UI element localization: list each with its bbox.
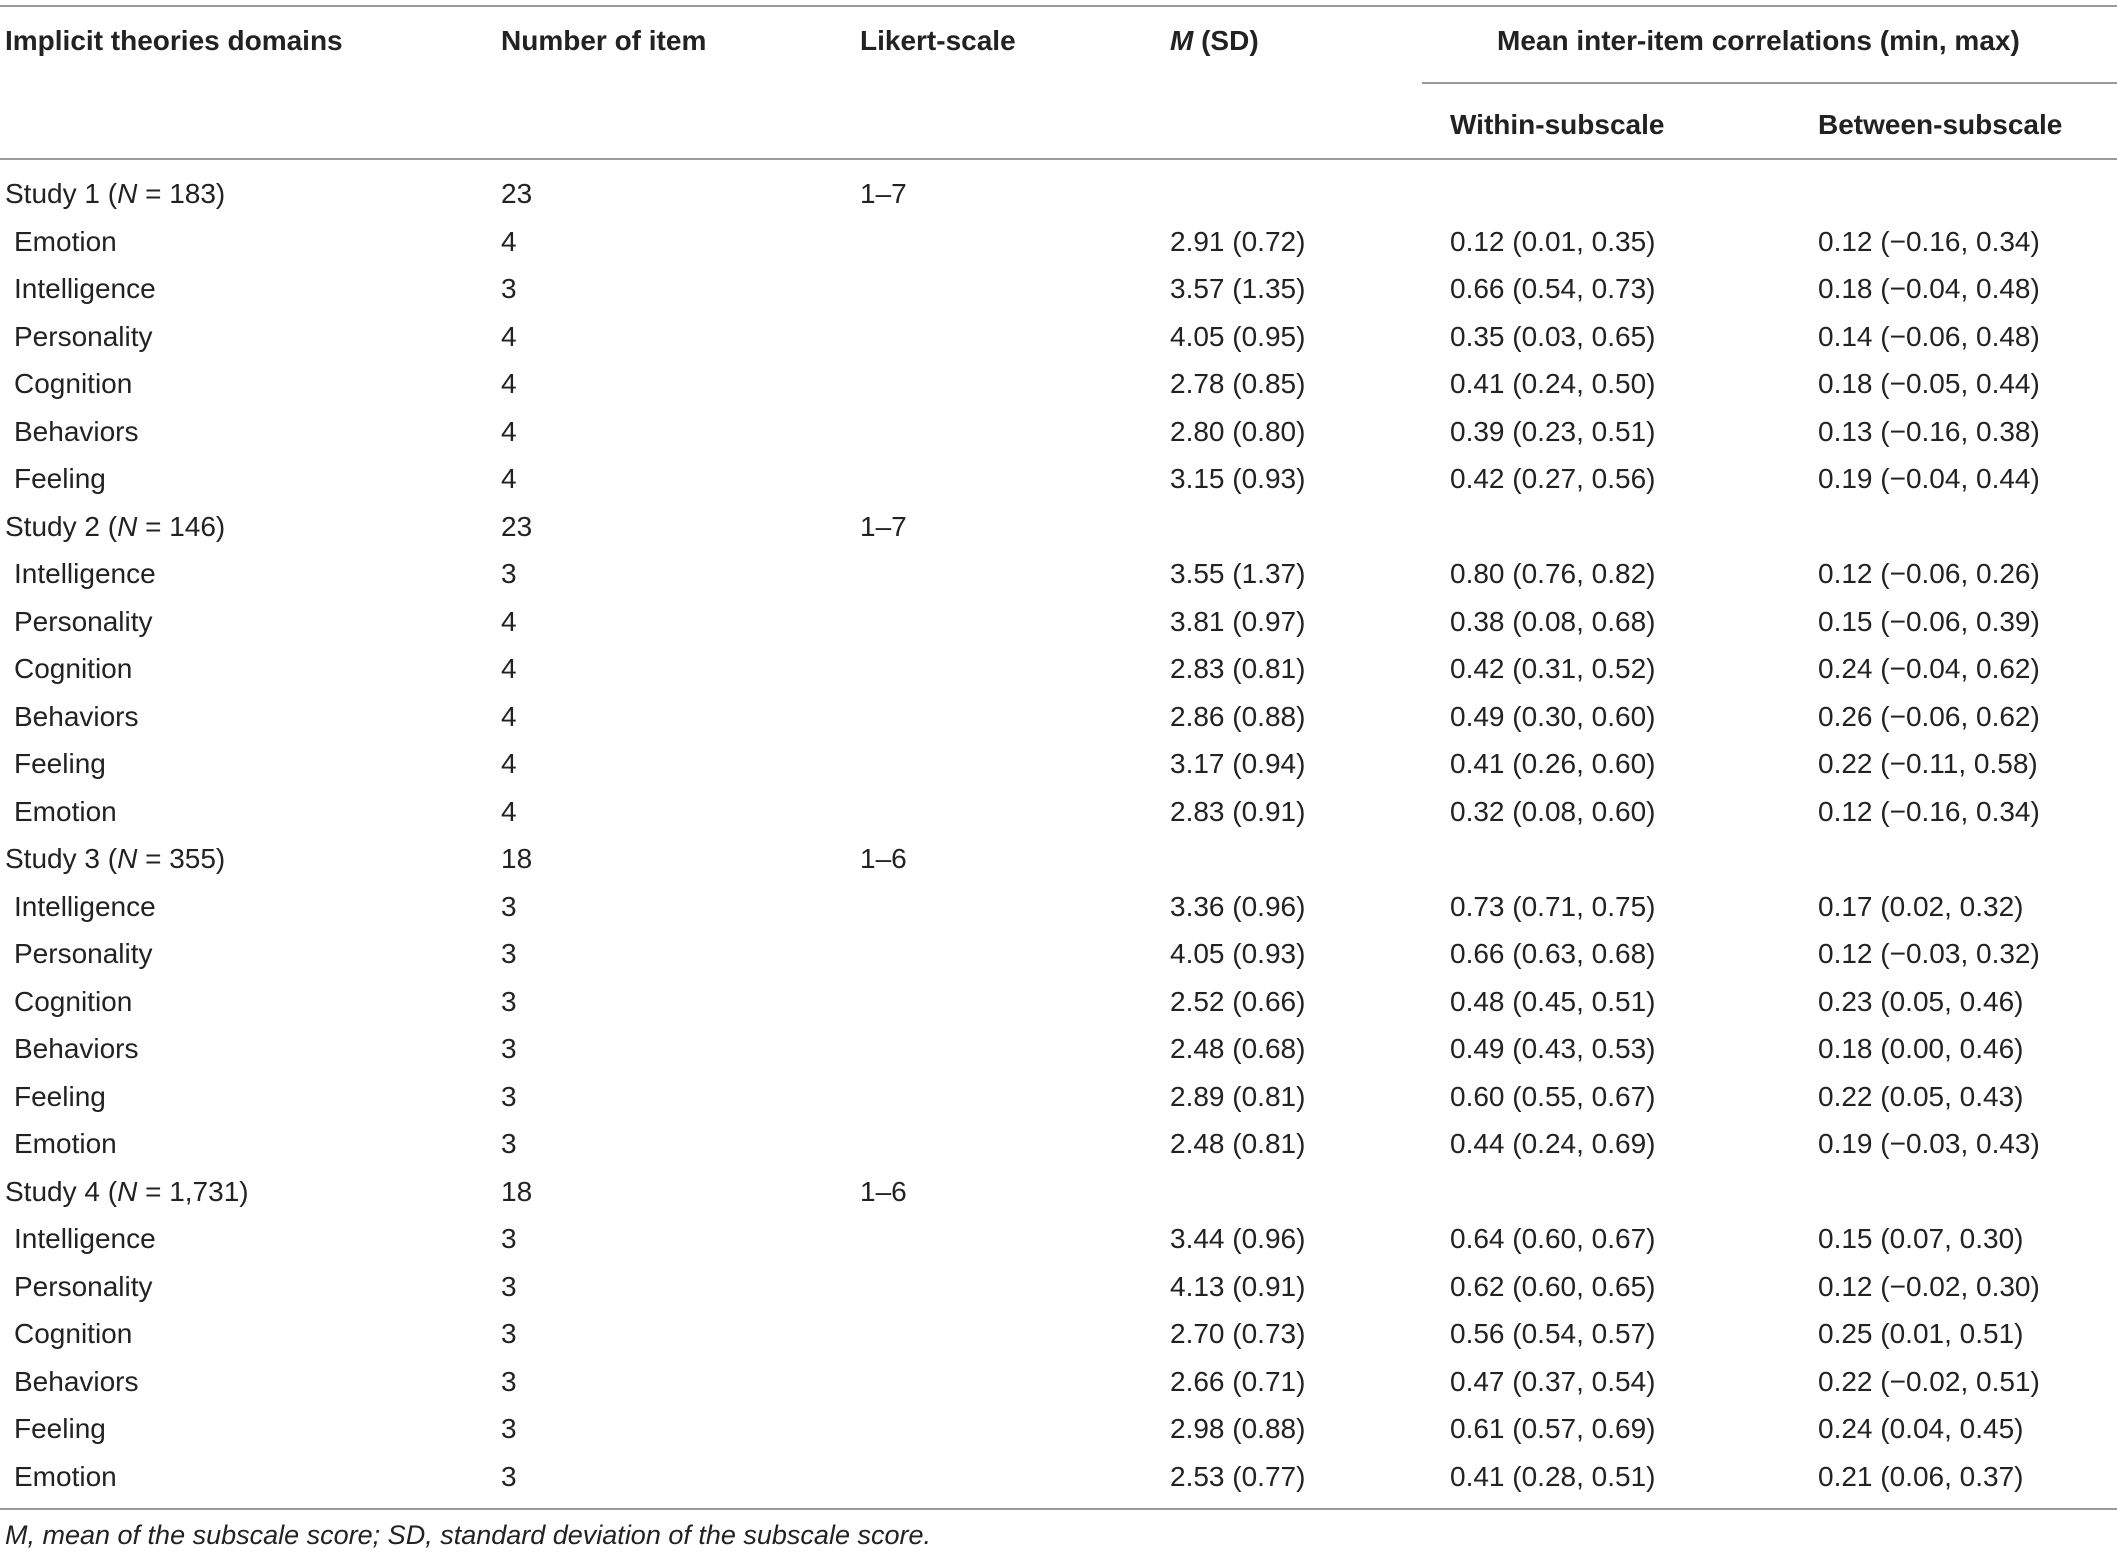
- cell-m-sd: 2.83 (0.81): [1170, 653, 1306, 684]
- cell-between-subscale: 0.22 (−0.11, 0.58): [1818, 748, 2038, 779]
- cell-number-of-item: 3: [501, 1271, 517, 1302]
- cell-between-subscale: 0.14 (−0.06, 0.48): [1818, 321, 2040, 352]
- cell-domain: Behaviors: [14, 1033, 139, 1064]
- cell-m-sd: 3.81 (0.97): [1170, 606, 1306, 637]
- cell-m-sd: 2.48 (0.68): [1170, 1033, 1306, 1064]
- cell-between-subscale: 0.19 (−0.03, 0.43): [1818, 1128, 2040, 1159]
- study-n-letter: N: [117, 1176, 138, 1207]
- cell-between-subscale: 0.22 (−0.02, 0.51): [1818, 1366, 2040, 1397]
- cell-within-subscale: 0.41 (0.26, 0.60): [1450, 748, 1656, 779]
- cell-study-label: [5, 510, 225, 544]
- cell-between-subscale: 0.25 (0.01, 0.51): [1818, 1318, 2024, 1349]
- cell-number-of-item: 3: [501, 1318, 517, 1349]
- cell-within-subscale: 0.62 (0.60, 0.65): [1450, 1271, 1656, 1302]
- cell-domain: Intelligence: [14, 273, 156, 304]
- cell-domain: Intelligence: [14, 558, 156, 589]
- cell-within-subscale: 0.42 (0.31, 0.52): [1450, 653, 1656, 684]
- cell-within-subscale: 0.38 (0.08, 0.68): [1450, 606, 1656, 637]
- cell-m-sd: 2.52 (0.66): [1170, 986, 1306, 1017]
- cell-domain: Intelligence: [14, 891, 156, 922]
- cell-domain: Cognition: [14, 986, 133, 1017]
- cell-within-subscale: 0.35 (0.03, 0.65): [1450, 321, 1656, 352]
- cell-domain: Emotion: [14, 1461, 117, 1492]
- cell-m-sd: 2.70 (0.73): [1170, 1318, 1306, 1349]
- cell-likert-scale: 1–6: [860, 1176, 907, 1207]
- cell-between-subscale: 0.22 (0.05, 0.43): [1818, 1081, 2024, 1112]
- header-within-subscale: Within-subscale: [1450, 109, 1665, 140]
- cell-likert-scale: 1–6: [860, 843, 907, 874]
- cell-between-subscale: 0.21 (0.06, 0.37): [1818, 1461, 2024, 1492]
- cell-m-sd: 2.66 (0.71): [1170, 1366, 1306, 1397]
- cell-between-subscale: 0.17 (0.02, 0.32): [1818, 891, 2024, 922]
- study-label-prefix: Study 4 (: [5, 1176, 118, 1207]
- study-label-suffix: = 355): [137, 843, 226, 874]
- cell-number-of-item: 3: [501, 1223, 517, 1254]
- cell-number-of-item: 3: [501, 891, 517, 922]
- header-number-of-item: Number of item: [501, 25, 707, 56]
- cell-number-of-item: 3: [501, 1366, 517, 1397]
- cell-study-label: [5, 842, 225, 876]
- cell-number-of-item: 18: [501, 843, 533, 874]
- cell-number-of-item: 3: [501, 1413, 517, 1444]
- cell-number-of-item: 3: [501, 1128, 517, 1159]
- cell-number-of-item: 3: [501, 986, 517, 1017]
- cell-between-subscale: 0.18 (−0.04, 0.48): [1818, 273, 2040, 304]
- cell-domain: Personality: [14, 938, 153, 969]
- cell-within-subscale: 0.73 (0.71, 0.75): [1450, 891, 1656, 922]
- cell-m-sd: 4.13 (0.91): [1170, 1271, 1306, 1302]
- cell-within-subscale: 0.39 (0.23, 0.51): [1450, 416, 1656, 447]
- cell-likert-scale: 1–7: [860, 178, 907, 209]
- cell-domain: Emotion: [14, 1128, 117, 1159]
- cell-within-subscale: 0.56 (0.54, 0.57): [1450, 1318, 1656, 1349]
- cell-number-of-item: 3: [501, 938, 517, 969]
- bottom-rule: [0, 1508, 2117, 1510]
- cell-between-subscale: 0.26 (−0.06, 0.62): [1818, 701, 2040, 732]
- cell-m-sd: 2.83 (0.91): [1170, 796, 1306, 827]
- cell-within-subscale: 0.42 (0.27, 0.56): [1450, 463, 1656, 494]
- cell-m-sd: 3.36 (0.96): [1170, 891, 1306, 922]
- cell-m-sd: 3.57 (1.35): [1170, 273, 1306, 304]
- cell-within-subscale: 0.32 (0.08, 0.60): [1450, 796, 1656, 827]
- header-m-letter: M: [1170, 25, 1194, 56]
- cell-study-label: [5, 1175, 249, 1209]
- cell-m-sd: 2.86 (0.88): [1170, 701, 1306, 732]
- cell-m-sd: 2.89 (0.81): [1170, 1081, 1306, 1112]
- study-label-suffix: = 183): [137, 178, 226, 209]
- cell-domain: Behaviors: [14, 701, 139, 732]
- cell-number-of-item: 4: [501, 226, 517, 257]
- study-n-letter: N: [117, 511, 138, 542]
- cell-domain: Feeling: [14, 1081, 106, 1112]
- cell-domain: Intelligence: [14, 1223, 156, 1254]
- cell-within-subscale: 0.41 (0.28, 0.51): [1450, 1461, 1656, 1492]
- header-likert-scale: Likert-scale: [860, 25, 1016, 56]
- cell-m-sd: 3.17 (0.94): [1170, 748, 1306, 779]
- study-n-letter: N: [117, 178, 138, 209]
- cell-within-subscale: 0.49 (0.43, 0.53): [1450, 1033, 1656, 1064]
- study-label-prefix: Study 3 (: [5, 843, 118, 874]
- cell-within-subscale: 0.48 (0.45, 0.51): [1450, 986, 1656, 1017]
- cell-between-subscale: 0.18 (−0.05, 0.44): [1818, 368, 2040, 399]
- cell-number-of-item: 3: [501, 558, 517, 589]
- cell-domain: Personality: [14, 321, 153, 352]
- cell-m-sd: 4.05 (0.95): [1170, 321, 1306, 352]
- cell-between-subscale: 0.12 (−0.02, 0.30): [1818, 1271, 2040, 1302]
- cell-m-sd: 2.48 (0.81): [1170, 1128, 1306, 1159]
- cell-m-sd: 3.15 (0.93): [1170, 463, 1306, 494]
- cell-m-sd: 2.53 (0.77): [1170, 1461, 1306, 1492]
- cell-within-subscale: 0.61 (0.57, 0.69): [1450, 1413, 1656, 1444]
- cell-number-of-item: 23: [501, 178, 533, 209]
- study-label-suffix: = 1,731): [137, 1176, 249, 1207]
- header-sd-text: (SD): [1193, 25, 1259, 56]
- cell-number-of-item: 4: [501, 416, 517, 447]
- cell-number-of-item: 4: [501, 653, 517, 684]
- cell-domain: Personality: [14, 606, 153, 637]
- cell-domain: Cognition: [14, 1318, 133, 1349]
- cell-m-sd: 3.55 (1.37): [1170, 558, 1306, 589]
- top-rule: [0, 5, 2117, 7]
- cell-domain: Feeling: [14, 463, 106, 494]
- cell-number-of-item: 4: [501, 748, 517, 779]
- header-mean-inter-item: Mean inter-item correlations (min, max): [1497, 25, 2020, 56]
- cell-between-subscale: 0.12 (−0.06, 0.26): [1818, 558, 2040, 589]
- cell-domain: Cognition: [14, 653, 133, 684]
- cell-number-of-item: 23: [501, 511, 533, 542]
- cell-domain: Feeling: [14, 748, 106, 779]
- cell-number-of-item: 3: [501, 1081, 517, 1112]
- cell-within-subscale: 0.47 (0.37, 0.54): [1450, 1366, 1656, 1397]
- cell-m-sd: 3.44 (0.96): [1170, 1223, 1306, 1254]
- cell-number-of-item: 3: [501, 1461, 517, 1492]
- cell-domain: Behaviors: [14, 1366, 139, 1397]
- study-label-prefix: Study 2 (: [5, 511, 118, 542]
- cell-number-of-item: 4: [501, 701, 517, 732]
- cell-between-subscale: 0.15 (−0.06, 0.39): [1818, 606, 2040, 637]
- cell-between-subscale: 0.12 (−0.16, 0.34): [1818, 226, 2040, 257]
- header-between-subscale: Between-subscale: [1818, 109, 2063, 140]
- cell-within-subscale: 0.64 (0.60, 0.67): [1450, 1223, 1656, 1254]
- study-label-suffix: = 146): [137, 511, 226, 542]
- cell-between-subscale: 0.19 (−0.04, 0.44): [1818, 463, 2040, 494]
- cell-domain: Feeling: [14, 1413, 106, 1444]
- cell-m-sd: 2.78 (0.85): [1170, 368, 1306, 399]
- cell-number-of-item: 3: [501, 273, 517, 304]
- cell-between-subscale: 0.24 (−0.04, 0.62): [1818, 653, 2040, 684]
- cell-number-of-item: 4: [501, 321, 517, 352]
- cell-likert-scale: 1–7: [860, 511, 907, 542]
- study-n-letter: N: [117, 843, 138, 874]
- cell-number-of-item: 18: [501, 1176, 533, 1207]
- header-m-sd: [1170, 24, 1259, 58]
- cell-between-subscale: 0.12 (−0.03, 0.32): [1818, 938, 2040, 969]
- cell-number-of-item: 4: [501, 606, 517, 637]
- cell-within-subscale: 0.66 (0.63, 0.68): [1450, 938, 1656, 969]
- cell-within-subscale: 0.60 (0.55, 0.67): [1450, 1081, 1656, 1112]
- cell-within-subscale: 0.12 (0.01, 0.35): [1450, 226, 1656, 257]
- cell-m-sd: 2.98 (0.88): [1170, 1413, 1306, 1444]
- cell-between-subscale: 0.13 (−0.16, 0.38): [1818, 416, 2040, 447]
- cell-number-of-item: 4: [501, 463, 517, 494]
- cell-within-subscale: 0.44 (0.24, 0.69): [1450, 1128, 1656, 1159]
- cell-domain: Behaviors: [14, 416, 139, 447]
- cell-between-subscale: 0.24 (0.04, 0.45): [1818, 1413, 2024, 1444]
- header-domains: Implicit theories domains: [5, 25, 343, 56]
- cell-m-sd: 2.80 (0.80): [1170, 416, 1306, 447]
- cell-m-sd: 2.91 (0.72): [1170, 226, 1306, 257]
- cell-number-of-item: 4: [501, 368, 517, 399]
- cell-between-subscale: 0.12 (−0.16, 0.34): [1818, 796, 2040, 827]
- cell-between-subscale: 0.23 (0.05, 0.46): [1818, 986, 2024, 1017]
- subheader-rule: [1422, 82, 2117, 84]
- cell-domain: Personality: [14, 1271, 153, 1302]
- header-rule: [0, 158, 2117, 160]
- cell-study-label: [5, 177, 225, 211]
- cell-number-of-item: 4: [501, 796, 517, 827]
- study-label-prefix: Study 1 (: [5, 178, 118, 209]
- cell-domain: Emotion: [14, 226, 117, 257]
- table-footnote: M, mean of the subscale score; SD, standard deviation of the subscale score.: [5, 1520, 931, 1550]
- cell-within-subscale: 0.41 (0.24, 0.50): [1450, 368, 1656, 399]
- cell-between-subscale: 0.15 (0.07, 0.30): [1818, 1223, 2024, 1254]
- cell-within-subscale: 0.66 (0.54, 0.73): [1450, 273, 1656, 304]
- cell-within-subscale: 0.80 (0.76, 0.82): [1450, 558, 1656, 589]
- cell-domain: Cognition: [14, 368, 133, 399]
- cell-number-of-item: 3: [501, 1033, 517, 1064]
- cell-within-subscale: 0.49 (0.30, 0.60): [1450, 701, 1656, 732]
- cell-domain: Emotion: [14, 796, 117, 827]
- cell-m-sd: 4.05 (0.93): [1170, 938, 1306, 969]
- cell-between-subscale: 0.18 (0.00, 0.46): [1818, 1033, 2024, 1064]
